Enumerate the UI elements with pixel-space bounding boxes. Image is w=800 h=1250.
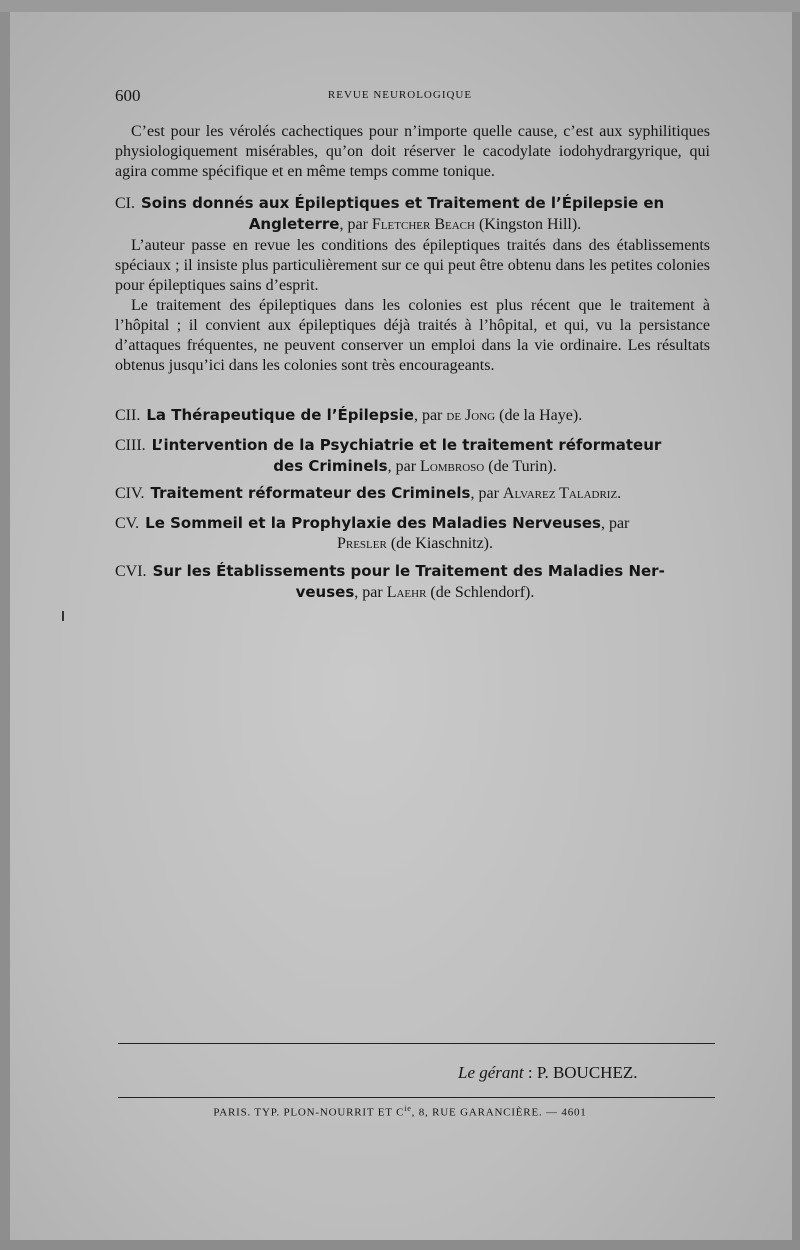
entry-ci <box>115 193 715 235</box>
page-number: 600 <box>115 86 141 105</box>
gerant-separator: : <box>523 1063 537 1082</box>
entry-place: (de Turin). <box>484 458 557 475</box>
entry-title: L’intervention de la Psychiatrie et le traitement réformateur <box>151 436 662 454</box>
imprint-text-end: , 8, RUE GARANCIÈRE. — 4601 <box>411 1106 587 1119</box>
entry-author: Lombroso <box>420 458 485 475</box>
entry-par: , par <box>339 216 372 233</box>
entry-continuation <box>115 214 715 235</box>
entry-place: (Kingston Hill). <box>474 216 582 233</box>
entry-civ <box>115 483 715 504</box>
entry-cvi <box>115 561 715 603</box>
entry-number: CIII. <box>115 437 146 454</box>
entry-title-cont: veuses <box>295 583 355 601</box>
entry-number: CVI. <box>115 563 147 580</box>
entry-par: , par <box>470 485 503 502</box>
entry-title: Sur les Établissements pour le Traitement des Maladies Ner- <box>152 562 665 580</box>
entry-number: CV. <box>115 515 140 532</box>
entry-title: Traitement réformateur des Criminels <box>150 484 471 502</box>
entry-ciii <box>115 435 715 477</box>
entry-par: , par <box>413 407 447 424</box>
footer-rule-bottom <box>118 1097 715 1098</box>
printer-imprint <box>0 1104 800 1119</box>
scan-speck <box>62 611 64 621</box>
entry-title-cont: Angleterre <box>248 215 340 233</box>
entry-place: . <box>617 485 622 502</box>
entry-title: La Thérapeutique de l’Épilepsie <box>146 406 414 424</box>
entry-author: Laehr <box>386 584 427 601</box>
entry-par: , par <box>354 584 387 601</box>
entry-continuation <box>115 456 715 477</box>
entry-title-cont: des Criminels <box>273 457 388 475</box>
entry-number: CII. <box>115 407 141 424</box>
paragraph-1: C’est pour les vérolés cachectiques pour n’importe quelle cause, c’est aux syphilitiques physiologiquement misérables, qu’on doit réserver le cacodylate iodohydrargyrique, qui agira comme spécifique et en même temps comme tonique. <box>115 123 710 180</box>
entry-cii <box>115 405 715 426</box>
entry-number: CI. <box>115 195 135 212</box>
paragraph-2: L’auteur passe en revue les conditions des épileptiques traités dans des établissements spéciaux ; il insiste plus particulièrement sur ce qui peut être obtenu dans les petites colonies pour épileptiques sains d’esprit. <box>115 237 710 294</box>
gerant-line <box>458 1063 637 1083</box>
entry-par: , par <box>600 515 630 532</box>
entry-author: de Jong <box>446 407 496 424</box>
entry-title: Soins donnés aux Épileptiques et Traitement de l’Épilepsie en <box>141 194 665 212</box>
paragraph-3: Le traitement des épileptiques dans les colonies est plus récent que le traitement à l’hôpital ; il convient aux épileptiques déjà traités à l’hôpital, et qui, vu la persistance d’attaques fréquentes, ne peuvent conserver un emploi dans la vie ordinaire. Les résultats obtenus jusqu’ici dans les colonies sont très encourageants. <box>115 297 710 374</box>
entry-title: Le Sommeil et la Prophylaxie des Maladies Nerveuses <box>145 514 601 532</box>
scan-edge-top <box>0 0 800 12</box>
entry-author: Presler <box>336 535 387 552</box>
entry-author: Fletcher Beach <box>371 216 475 233</box>
entry-cv <box>115 513 715 554</box>
entry-par: , par <box>387 458 421 475</box>
gerant-label: Le gérant <box>458 1063 524 1082</box>
gerant-name: P. BOUCHEZ. <box>536 1063 638 1082</box>
entry-continuation <box>115 582 715 603</box>
scan-edge-bottom <box>0 1240 800 1250</box>
scan-edge-left <box>0 0 10 1250</box>
scan-edge-right <box>792 0 800 1250</box>
footer-rule-top <box>118 1043 715 1044</box>
imprint-text: PARIS. TYP. PLON-NOURRIT ET C <box>213 1106 405 1119</box>
entry-continuation <box>115 534 715 554</box>
imprint-superscript: ie <box>404 1104 412 1113</box>
running-title: REVUE NEUROLOGIQUE <box>327 89 473 101</box>
entry-place: (de Kiaschnitz). <box>386 535 494 552</box>
entry-author: Alvarez Taladriz <box>502 485 618 502</box>
entry-number: CIV. <box>115 485 145 502</box>
entry-place: (de Schlendorf). <box>426 584 535 601</box>
entry-place: (de la Haye). <box>495 407 583 424</box>
